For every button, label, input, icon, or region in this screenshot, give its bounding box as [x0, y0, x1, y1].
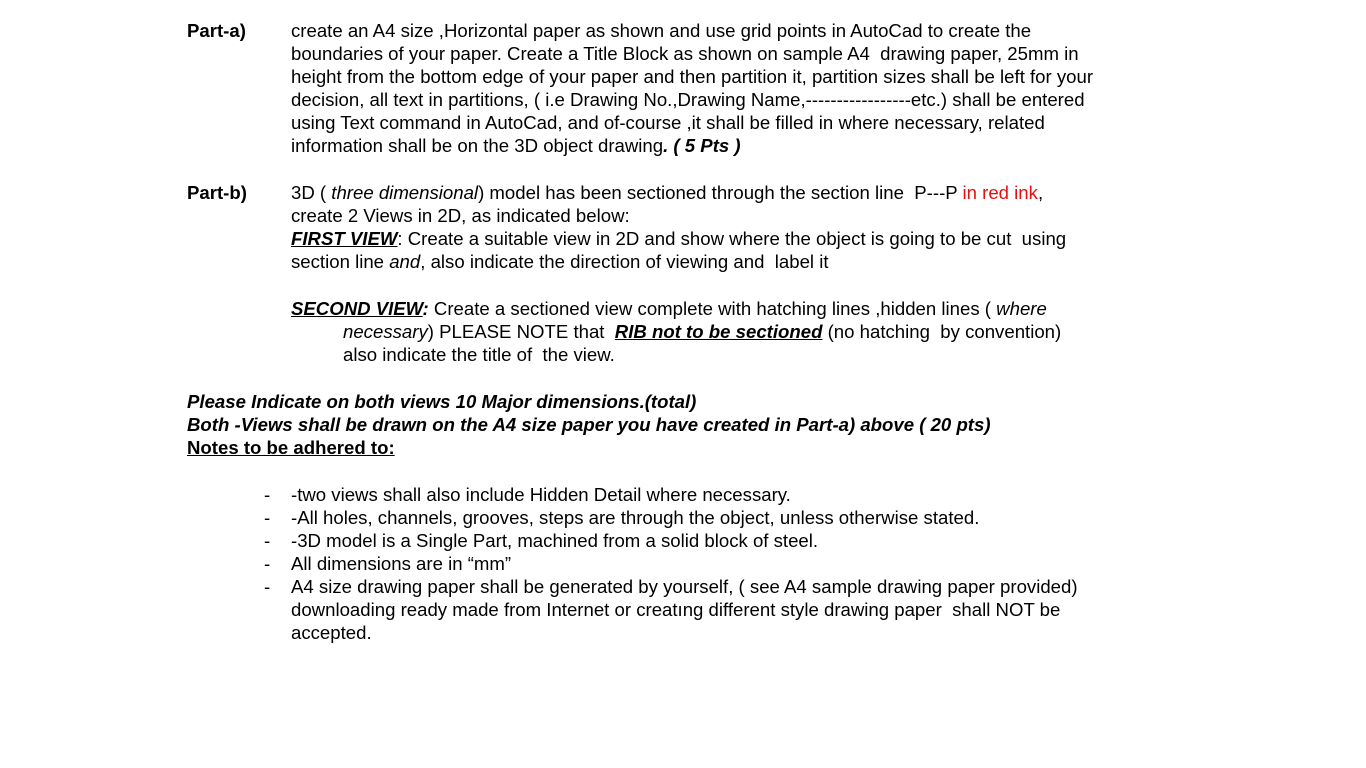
part-a-line-4: decision, all text in partitions, ( i.e Drawing No.,Drawing Name,-----------------etc.) shall be entered — [291, 89, 1085, 110]
second-view-line-1 — [291, 297, 1047, 320]
second-view-text-italic: necessary — [343, 321, 428, 342]
part-a-line-2: boundaries of your paper. Create a Title Block as shown on sample A4 drawing paper, 25mm in — [291, 43, 1079, 64]
first-view-text: section line — [291, 251, 390, 272]
second-view-label: SECOND VIEW — [291, 298, 423, 319]
bullet-dash: - — [264, 530, 271, 551]
part-b-line-2: create 2 Views in 2D, as indicated below: — [291, 205, 630, 226]
part-a-line-6 — [291, 134, 741, 157]
part-a-line-1: create an A4 size ,Horizontal paper as shown and use grid points in AutoCad to create the — [291, 20, 1032, 41]
part-b-label: Part-b) — [187, 182, 247, 203]
part-a-last-line-text: information shall be on the 3D object drawing — [291, 135, 664, 156]
second-view-line-3: also indicate the title of the view. — [343, 344, 615, 365]
bullet-dash: - — [264, 553, 271, 574]
note-5-line-2: downloading ready made from Internet or creatıng different style drawing paper shall NOT be — [291, 599, 1061, 620]
part-a-label: Part-a) — [187, 20, 246, 41]
three-dimensional-text: three dimensional — [331, 182, 479, 203]
note-4: All dimensions are in “mm” — [291, 553, 512, 574]
part-a-line-5: using Text command in AutoCad, and of-course ,it shall be filled in where necessary, related — [291, 112, 1045, 133]
instruction-line-2: Both -Views shall be drawn on the A4 size paper you have created in Part-a) above ( 20 pts) — [187, 414, 991, 435]
part-a-line-3: height from the bottom edge of your paper and then partition it, partition sizes shall be left for your — [291, 66, 1094, 87]
part-a-points: . ( 5 Pts ) — [663, 135, 741, 156]
second-view-text-italic: where — [996, 298, 1047, 319]
red-ink-text: in red ink — [962, 182, 1038, 203]
second-view-text: Create a sectioned view complete with hatching lines ,hidden lines ( — [428, 298, 997, 319]
first-view-line-2 — [291, 250, 829, 273]
rib-note: RIB not to be sectioned — [614, 321, 823, 342]
note-5-line-1: A4 size drawing paper shall be generated by yourself, ( see A4 sample drawing paper provided) — [291, 576, 1078, 597]
notes-heading: Notes to be adhered to: — [187, 437, 395, 458]
note-1: -two views shall also include Hidden Detail where necessary. — [291, 484, 791, 505]
note-3: -3D model is a Single Part, machined from a solid block of steel. — [291, 530, 819, 551]
part-b-text: ) model has been sectioned through the section line P---P — [478, 182, 963, 203]
part-b-text: , — [1037, 182, 1044, 203]
bullet-dash: - — [264, 576, 271, 597]
second-view-text: ) PLEASE NOTE that — [427, 321, 615, 342]
first-view-text-italic: and — [389, 251, 421, 272]
bullet-dash: - — [264, 507, 271, 528]
first-view-label: FIRST VIEW — [291, 228, 398, 249]
part-b-line-1 — [291, 181, 1043, 204]
first-view-text: , also indicate the direction of viewing and label it — [420, 251, 829, 272]
note-2: -All holes, channels, grooves, steps are through the object, unless otherwise stated. — [291, 507, 980, 528]
bullet-dash: - — [264, 484, 271, 505]
second-view-line-2 — [343, 320, 1061, 343]
first-view-text: : Create a suitable view in 2D and show where the object is going to be cut using — [397, 228, 1067, 249]
first-view-line-1 — [291, 227, 1066, 250]
second-view-text: (no hatching by convention) — [822, 321, 1062, 342]
instruction-line-1: Please Indicate on both views 10 Major dimensions.(total) — [187, 391, 697, 412]
second-view-colon: : — [422, 298, 429, 319]
note-5-line-3: accepted. — [291, 622, 372, 643]
part-b-text: 3D ( — [291, 182, 332, 203]
